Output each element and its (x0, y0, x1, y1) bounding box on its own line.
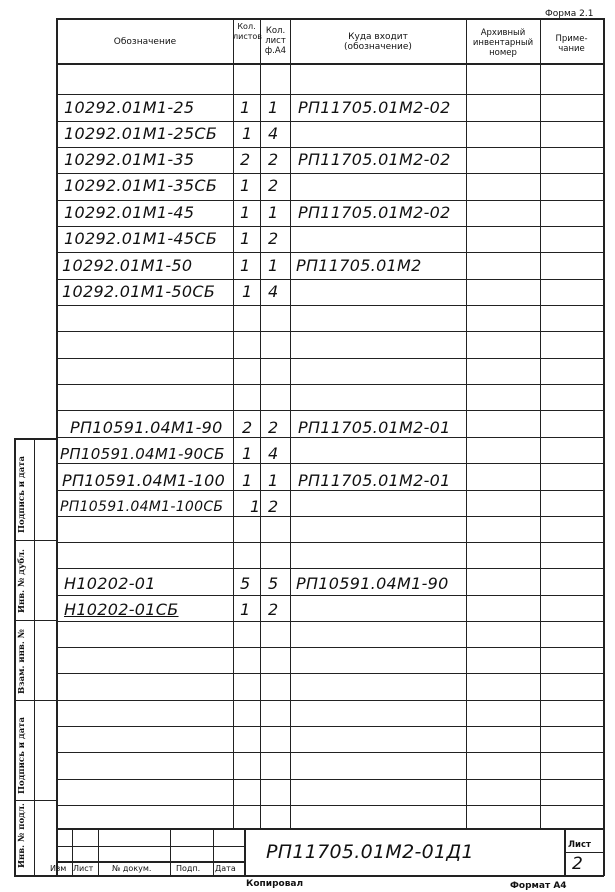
cell-a4: 2 (268, 418, 279, 437)
cell-sheets: 1 (240, 203, 251, 222)
cell-designation: Н10202-01СБ (64, 600, 179, 619)
cell-designation: РП10591.04М1-100СБ (60, 499, 224, 515)
cell-a4: 4 (268, 282, 279, 301)
cell-designation: 10292.01М1-50СБ (62, 282, 216, 301)
cell-sheets: 1 (242, 444, 253, 463)
cell-designation: 10292.01М1-45СБ (64, 229, 218, 248)
cell-sheets: 1 (242, 471, 253, 490)
title-col-sheet: Лист (73, 864, 94, 873)
cell-where-used: РП11705.01М2-02 (298, 203, 451, 222)
cell-a4: 5 (268, 574, 279, 593)
cell-where-used: РП11705.01М2-02 (298, 150, 451, 169)
cell-designation: 10292.01М1-45 (64, 203, 195, 222)
header-a4-count: Кол. лист ф.А4 (264, 26, 287, 56)
cell-where-used: РП11705.01М2 (296, 256, 422, 275)
cell-sheets: 1 (242, 282, 253, 301)
cell-designation: Н10202-01 (64, 574, 156, 593)
cell-designation: 10292.01М1-25 (64, 98, 195, 117)
side-label-duplicate-inv: Инв. № дубл. (17, 548, 27, 613)
cell-sheets: 1 (250, 497, 261, 516)
form-label: Форма 2.1 (545, 9, 594, 19)
header-note: Приме- чание (555, 34, 588, 54)
side-label-original-inv: Инв. № подл. (17, 803, 27, 868)
title-col-change: Изм (50, 864, 67, 873)
copied-label: Копировал (246, 879, 304, 889)
cell-sheets: 1 (240, 600, 251, 619)
cell-designation: РП10591.04М1-90 (70, 418, 223, 437)
side-label-sign-date: Подпись и дата (17, 455, 27, 533)
cell-sheets: 5 (240, 574, 251, 593)
cell-a4: 1 (268, 98, 279, 117)
cell-a4: 1 (268, 203, 279, 222)
cell-where-used: РП11705.01М2-01 (298, 471, 451, 490)
cell-designation: 10292.01М1-35 (64, 150, 195, 169)
cell-sheets: 1 (240, 256, 251, 275)
cell-where-used: РП11705.01М2-02 (298, 98, 451, 117)
format-label: Формат А4 (510, 881, 567, 891)
cell-designation: РП10591.04М1-90СБ (60, 445, 225, 463)
cell-a4: 2 (268, 600, 279, 619)
sheet-label: Лист (568, 840, 591, 850)
cell-sheets: 2 (240, 150, 251, 169)
cell-sheets: 1 (242, 124, 253, 143)
sheet-number: 2 (572, 854, 584, 874)
cell-sheets: 2 (242, 418, 253, 437)
cell-sheets: 1 (240, 229, 251, 248)
cell-a4: 2 (268, 150, 279, 169)
cell-where-used: РП11705.01М2-01 (298, 418, 451, 437)
cell-designation: 10292.01М1-25СБ (64, 124, 218, 143)
cell-designation: РП10591.04М1-100 (62, 471, 226, 490)
document-number: РП11705.01М2-01Д1 (266, 841, 474, 863)
cell-designation: 10292.01М1-50 (62, 256, 193, 275)
cell-sheets: 1 (240, 176, 251, 195)
cell-a4: 2 (268, 229, 279, 248)
header-designation: Обозначение (113, 37, 177, 47)
cell-designation: 10292.01М1-35СБ (64, 176, 218, 195)
title-col-date: Дата (215, 864, 236, 873)
title-col-signature: Подп. (176, 864, 201, 873)
title-col-doc-number: № докум. (112, 864, 152, 873)
cell-a4: 1 (268, 471, 279, 490)
cell-sheets: 1 (240, 98, 251, 117)
cell-a4: 4 (268, 444, 279, 463)
header-where-used: Куда входит (обозначение) (344, 32, 412, 52)
side-label-sign-date-2: Подпись и дата (17, 716, 27, 794)
header-archive-number: Архивный инвентарный номер (472, 28, 534, 58)
side-label-interchange-inv: Взам. инв. № (17, 628, 27, 694)
cell-a4: 4 (268, 124, 279, 143)
cell-a4: 2 (268, 176, 279, 195)
cell-a4: 1 (268, 256, 279, 275)
cell-where-used: РП10591.04М1-90 (296, 574, 449, 593)
header-sheet-count: Кол. листов (233, 22, 262, 41)
cell-a4: 2 (268, 497, 279, 516)
